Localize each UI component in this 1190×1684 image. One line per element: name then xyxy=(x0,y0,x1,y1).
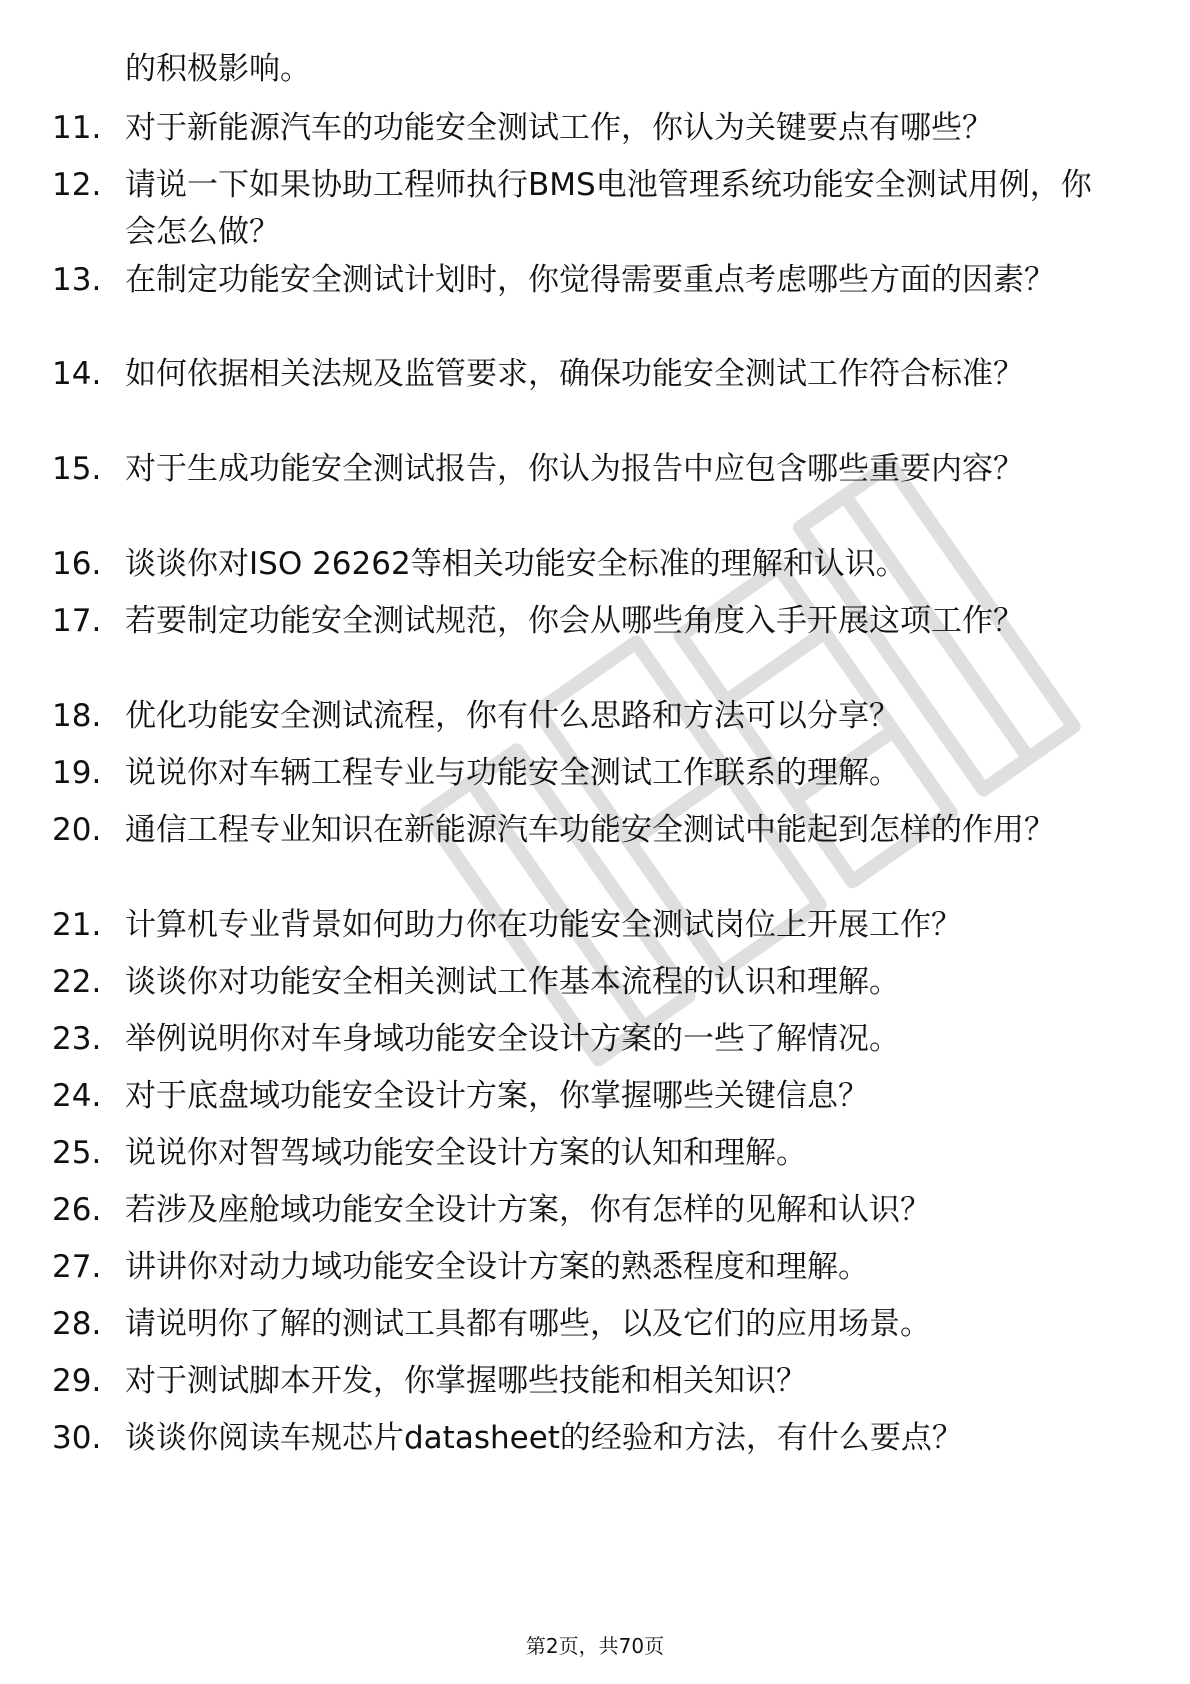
item-number: 18. xyxy=(52,698,102,734)
item-text: 举例说明你对车身域功能安全设计方案的一些了解情况。 xyxy=(125,1021,900,1057)
item-text: 谈谈你对功能安全相关测试工作基本流程的认识和理解。 xyxy=(125,964,900,1000)
item-text: 若涉及座舱域功能安全设计方案，你有怎样的见解和认识？ xyxy=(125,1192,931,1228)
item-text: 谈谈你对ISO 26262等相关功能安全标准的理解和认识。 xyxy=(125,546,907,582)
item-text: 对于底盘域功能安全设计方案，你掌握哪些关键信息？ xyxy=(125,1078,869,1114)
item-text: 若要制定功能安全测试规范，你会从哪些角度入手开展这项工作？ xyxy=(125,603,1024,639)
item-text: 在制定功能安全测试计划时，你觉得需要重点考虑哪些方面的因素？ xyxy=(125,262,1055,298)
item-text: 说说你对智驾域功能安全设计方案的认知和理解。 xyxy=(125,1135,807,1171)
item-number: 24. xyxy=(52,1078,102,1114)
item-number: 22. xyxy=(52,964,102,1000)
item-text: 优化功能安全测试流程，你有什么思路和方法可以分享？ xyxy=(125,698,900,734)
item-number: 21. xyxy=(52,907,102,943)
item-number: 27. xyxy=(52,1249,102,1285)
item-text: 讲讲你对动力域功能安全设计方案的熟悉程度和理解。 xyxy=(125,1249,869,1285)
item-text: 对于测试脚本开发，你掌握哪些技能和相关知识？ xyxy=(125,1363,807,1399)
item-text: 通信工程专业知识在新能源汽车功能安全测试中能起到怎样的作用？ xyxy=(125,812,1055,848)
item-number: 29. xyxy=(52,1363,102,1399)
item-number: 28. xyxy=(52,1306,102,1342)
item-number: 13. xyxy=(52,262,102,298)
item-number: 15. xyxy=(52,451,102,487)
item-number: 14. xyxy=(52,356,102,392)
item-number: 23. xyxy=(52,1021,102,1057)
item-text: 对于生成功能安全测试报告，你认为报告中应包含哪些重要内容？ xyxy=(125,451,1024,487)
item-number: 25. xyxy=(52,1135,102,1171)
item-number: 11. xyxy=(52,110,102,146)
item-text: 计算机专业背景如何助力你在功能安全测试岗位上开展工作？ xyxy=(125,907,962,943)
item-number: 12. xyxy=(52,167,102,203)
item-number: 19. xyxy=(52,755,102,791)
item-text: 对于新能源汽车的功能安全测试工作，你认为关键要点有哪些？ xyxy=(125,110,993,146)
item-text: 如何依据相关法规及监管要求，确保功能安全测试工作符合标准？ xyxy=(125,356,1024,392)
item-text: 请说明你了解的测试工具都有哪些，以及它们的应用场景。 xyxy=(125,1306,931,1342)
item-number: 16. xyxy=(52,546,102,582)
item-number: 20. xyxy=(52,812,102,848)
item-text: 请说一下如果协助工程师执行BMS电池管理系统功能安全测试用例，你会怎么做？ xyxy=(125,167,1092,250)
item-number: 26. xyxy=(52,1192,102,1228)
item-text: 说说你对车辆工程专业与功能安全测试工作联系的理解。 xyxy=(125,755,900,791)
item-text: 谈谈你阅读车规芯片datasheet的经验和方法，有什么要点？ xyxy=(125,1420,963,1456)
item-number: 17. xyxy=(52,603,102,639)
page-footer: 第2页，共70页 xyxy=(525,1634,665,1658)
continuation-text: 的积极影响。 xyxy=(125,51,311,87)
item-number: 30. xyxy=(52,1420,102,1456)
